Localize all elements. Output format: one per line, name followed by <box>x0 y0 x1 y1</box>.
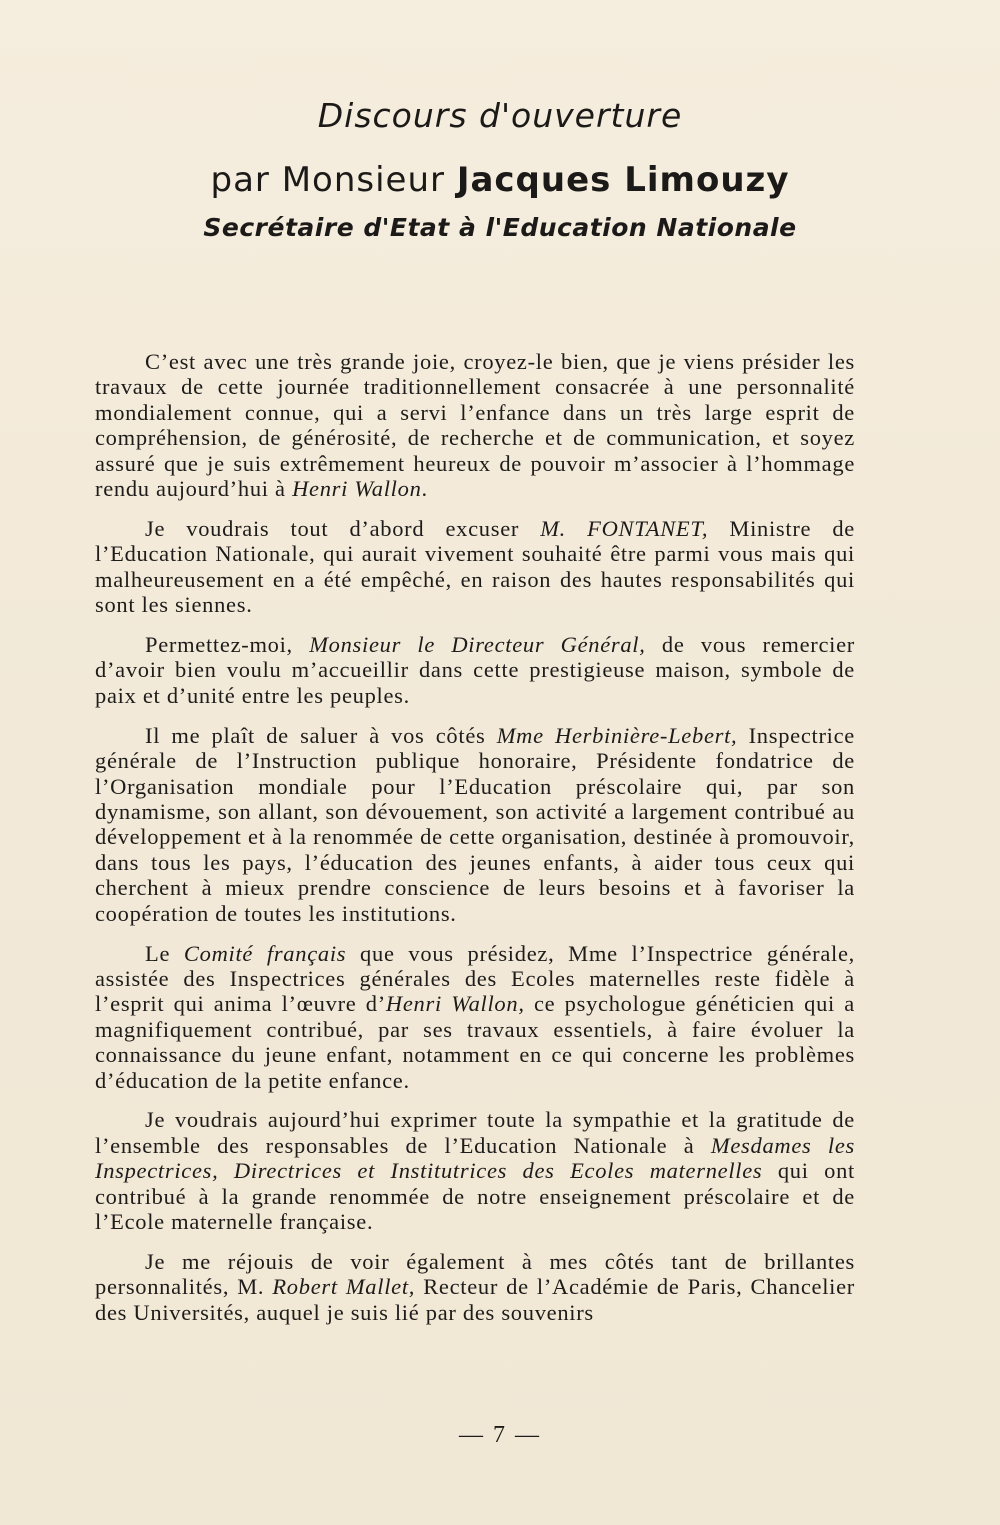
speech-body <box>95 349 855 1325</box>
paragraph: Je me réjouis de voir également à mes côtés tant de brillantes personnalités, M. Robert Mallet, Recteur de l’Académie de Paris, Chancelier des Universités, auquel je suis lié par des souvenirs <box>95 1249 855 1325</box>
paragraph: Permettez-moi, Monsieur le Directeur Général, de vous remercier d’avoir bien voulu m’accueillir dans cette prestigieuse maison, symbole de paix et d’unité entre les peuples. <box>95 632 856 708</box>
person-name: Henri Wallon <box>292 476 422 502</box>
speaker-name: Jacques Limouzy <box>456 160 790 200</box>
person-name: Mme Herbinière-Lebert, <box>496 722 738 748</box>
person-name: M. FONTANET, <box>540 515 709 541</box>
paragraph: Il me plaît de saluer à vos côtés Mme Herbinière-Lebert, Inspectrice générale de l’Instruction publique honoraire, Présidente fondatrice de l’Organisation mondiale pour l’Education préscolaire qui, par son dynamisme, son allant, son dévouement, son activité a largement contribué au développement et à la renommée de cette organisation, destinée à promouvoir, dans tous les pays, l’éducation des jeunes enfants, à aider tous ceux qui cherchent à mieux prendre conscience de leurs besoins et à favoriser la coopération de toutes les institutions. <box>95 722 855 926</box>
speaker-role: Secrétaire d'Etat à l'Education Nationale <box>203 213 797 242</box>
addressee-group: Mesdames les Inspectrices, Directrices et Institutrices des Ecoles maternelles <box>95 1132 856 1184</box>
person-name: Robert Mallet, <box>272 1274 416 1300</box>
page-title: Discours d'ouverture <box>317 96 683 135</box>
person-name: Henri Wallon, <box>385 991 525 1017</box>
page-number: — 7 — <box>459 1422 541 1448</box>
person-title: Monsieur le Directeur Général, <box>309 632 646 658</box>
byline-prefix: par Monsieur <box>210 160 457 200</box>
paragraph: Je voudrais tout d’abord excuser M. FONTANET, Ministre de l’Education Nationale, qui aurait vivement souhaité être parmi vous mais qui malheureusement en a été empêché, en raison des hautes responsabilités qui sont les siennes. <box>95 515 855 618</box>
speaker-byline <box>0 160 1000 200</box>
paragraph: Le Comité français que vous présidez, Mme l’Inspectrice générale, assistée des Inspectrices générales des Ecoles maternelles reste fidèle à l’esprit qui anima l’œuvre d’Henri Wallon, ce psychologue généticien qui a magnifiquement contribué, par ses travaux essentiels, à faire évoluer la connaissance du jeune enfant, notamment en ce qui concerne les problèmes d’éducation de la petite enfance. <box>95 940 855 1093</box>
paragraph: C’est avec une très grande joie, croyez-le bien, que je viens présider les travaux de cette journée traditionnellement consacrée à une personnalité mondialement connue, qui a servi l’enfance dans un très large esprit de compréhension, de générosité, de recherche et de communication, et soyez assuré que je suis extrêmement heureux de pouvoir m’associer à l’hommage rendu aujourd’hui à Henri Wallon. <box>95 349 855 502</box>
paragraph: Je voudrais aujourd’hui exprimer toute la sympathie et la gratitude de l’ensemble des responsables de l’Education Nationale à Mesdames les Inspectrices, Directrices et Institutrices des Ecoles maternelles qui ont contribué à la grande renommée de notre enseignement préscolaire et de l’Ecole maternelle française. <box>95 1107 856 1235</box>
organization-name: Comité français <box>183 940 347 966</box>
